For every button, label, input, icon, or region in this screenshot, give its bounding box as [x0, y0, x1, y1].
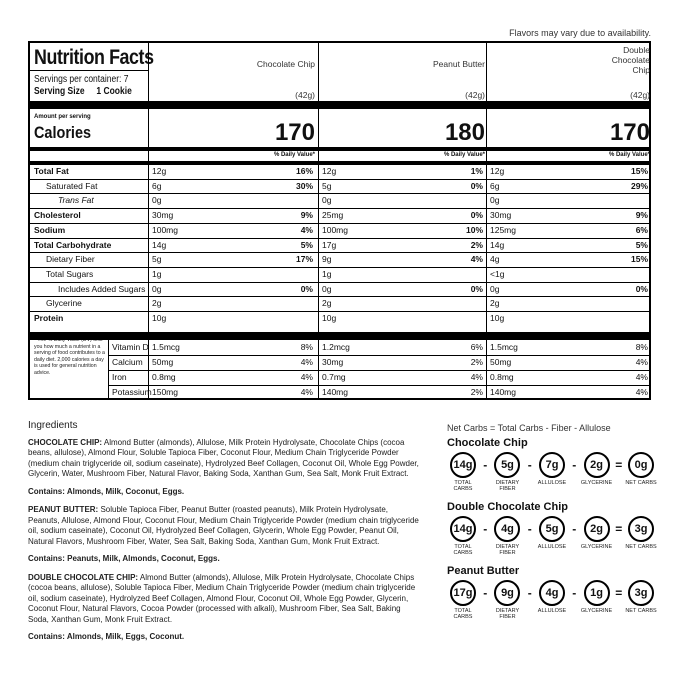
- contains-chocolate-chip: Contains: Almonds, Milk, Coconut, Eggs.: [28, 486, 185, 496]
- nutrient-label: Glycerine: [46, 298, 82, 309]
- value-circle: 1g: [584, 580, 610, 606]
- value-circle: 2g: [584, 452, 610, 478]
- equals-sign: =: [615, 522, 623, 536]
- minus-sign: -: [572, 522, 577, 536]
- minus-sign: -: [483, 586, 488, 600]
- equation-term: [581, 516, 613, 550]
- ingredients-section: [28, 421, 420, 651]
- equation-term: [447, 580, 479, 620]
- rule-line: [30, 208, 650, 209]
- rule-line: [30, 193, 650, 194]
- value-circle: 5g: [539, 516, 565, 542]
- term-caption: GLYCERINE: [580, 544, 613, 550]
- nutrient-label: Dietary Fiber: [46, 254, 95, 265]
- value-circle: 5g: [494, 452, 520, 478]
- nutrient-amount: 2g: [322, 298, 332, 309]
- rule-line: [108, 355, 650, 356]
- nutrient-amount: 12g: [322, 166, 337, 176]
- nutrient-amount: 2g: [490, 298, 500, 309]
- term-caption: TOTAL CARBS: [453, 480, 473, 492]
- vitamin-amount: 50mg: [490, 357, 512, 367]
- contains-double-chocolate-chip: Contains: Almonds, Milk, Eggs, Coconut.: [28, 632, 185, 641]
- minus-sign: -: [572, 586, 577, 600]
- serving-grams: (42g): [295, 90, 315, 100]
- rule-line: [30, 296, 650, 297]
- vitamin-label: Iron: [112, 372, 127, 382]
- calories-value: 170: [274, 119, 315, 146]
- vitamin-amount: 50mg: [152, 357, 174, 367]
- value-circle: 17g: [450, 580, 476, 606]
- nutrient-dv: 15%: [630, 166, 648, 176]
- equation-term: [447, 452, 479, 492]
- nutrient-amount: 1g: [152, 268, 162, 279]
- nutrient-amount: 25mg: [322, 210, 344, 221]
- nutrient-amount: <1g: [490, 268, 505, 279]
- net-carbs-equation: [447, 452, 657, 492]
- nutrient-label: Total Fat: [34, 166, 69, 176]
- equation-term: [492, 452, 524, 492]
- rule-line: [30, 332, 650, 340]
- value-circle: 7g: [539, 452, 565, 478]
- net-carbs-formula: Net Carbs = Total Carbs - Fiber - Allulose: [447, 423, 611, 433]
- equation-term: [492, 516, 524, 556]
- vitamin-dv: 4%: [300, 387, 313, 397]
- term-caption: ALLULOSE: [537, 480, 567, 486]
- ingredients-peanut-butter: PEANUT BUTTER: Soluble Tapioca Fiber, Peanut Butter (roasted peanuts), Milk Protein Hydrolysate, Peanuts, Allulose, Almond Flour, Coconut Flour, Medium Chain Triglyceride Powder (medium chain triglyceride oil, sodium caseinate), Coconut Oil, Hydrolyzed Beef Collagen, Glycerin, Whole Egg Powder, Peanut Oil, Natural Flavors, Mushroom Fiber, Water, Sea Salt, Baking Soda, Xanthan Gum, Monk Fruit Extract.: [28, 505, 419, 546]
- minus-sign: -: [527, 522, 532, 536]
- value-circle: 3g: [628, 580, 654, 606]
- nutrient-amount: 0g: [152, 283, 162, 294]
- minus-sign: -: [483, 522, 488, 536]
- net-carbs-equation: [447, 580, 657, 620]
- column-divider: [318, 43, 319, 398]
- equation-term: [625, 452, 657, 486]
- net-carbs-section: [447, 423, 657, 629]
- equation-term: [625, 516, 657, 550]
- product-name: Peanut Butter: [447, 565, 520, 577]
- nutrient-amount: 4g: [490, 254, 500, 265]
- nutrient-dv: 15%: [630, 254, 648, 265]
- nutrient-amount: 5g: [322, 180, 332, 191]
- daily-value-header: % Daily Value*: [443, 152, 485, 158]
- nutrient-label: Trans Fat: [58, 195, 94, 206]
- equation-term: [581, 580, 613, 614]
- term-caption: GLYCERINE: [580, 480, 613, 486]
- value-circle: 4g: [539, 580, 565, 606]
- term-caption: ALLULOSE: [537, 544, 567, 550]
- nutrition-facts-panel: [28, 41, 651, 400]
- nutrient-amount: 0g: [490, 283, 500, 294]
- vitamin-label: Vitamin D: [112, 342, 149, 352]
- nutrient-dv: 0%: [300, 283, 313, 294]
- value-circle: 3g: [628, 516, 654, 542]
- calories-label: Calories: [34, 123, 92, 142]
- nutrient-amount: 0g: [490, 195, 500, 206]
- nutrient-amount: 10g: [490, 313, 505, 323]
- term-caption: NET CARBS: [625, 480, 657, 486]
- rule-line: [30, 147, 650, 151]
- rule-line: [30, 223, 650, 224]
- nutrient-amount: 1g: [322, 268, 332, 279]
- rule-line: [30, 267, 650, 268]
- nutrient-amount: 2g: [152, 298, 162, 309]
- vitamin-dv: 8%: [635, 342, 648, 352]
- rule-line: [108, 385, 650, 386]
- nutrient-amount: 6g: [490, 180, 500, 191]
- nutrient-dv: 4%: [300, 224, 313, 235]
- net-carbs-equation: [447, 516, 657, 556]
- equals-sign: =: [615, 458, 623, 472]
- equation-term: [536, 452, 568, 486]
- nutrient-label: Sodium: [34, 224, 66, 235]
- nutrient-dv: 0%: [470, 180, 483, 191]
- value-circle: 14g: [450, 452, 476, 478]
- nutrient-dv: 1%: [470, 166, 483, 176]
- nutrient-dv: 2%: [470, 239, 483, 250]
- serving-grams: (42g): [630, 90, 650, 100]
- nutrient-dv: 4%: [470, 254, 483, 265]
- serving-size: Serving Size 1 Cookie: [34, 86, 132, 97]
- rule-line: [30, 282, 650, 283]
- amount-per-serving-label: Amount per serving: [34, 114, 91, 120]
- rule-line: [30, 311, 650, 312]
- daily-value-header: % Daily Value*: [273, 152, 315, 158]
- vitamin-amount: 1.2mcg: [322, 342, 350, 352]
- nutrient-amount: 17g: [322, 239, 337, 250]
- term-caption: DIETARY FIBER: [495, 608, 520, 620]
- minus-sign: -: [527, 458, 532, 472]
- nutrient-amount: 0g: [322, 283, 332, 294]
- nutrient-amount: 30mg: [490, 210, 512, 221]
- nutrient-label: Total Carbohydrate: [34, 239, 112, 250]
- vitamin-label: Potassium: [112, 387, 152, 397]
- equation-term: [536, 580, 568, 614]
- vitamin-dv: 2%: [470, 357, 483, 367]
- rule-line: [30, 101, 650, 109]
- vitamin-dv: 4%: [635, 372, 648, 382]
- nutrient-amount: 0g: [322, 195, 332, 206]
- equation-term: [447, 516, 479, 556]
- term-caption: TOTAL CARBS: [453, 608, 473, 620]
- nutrient-label: Saturated Fat: [46, 180, 98, 191]
- nutrient-dv: 0%: [470, 210, 483, 221]
- minus-sign: -: [527, 586, 532, 600]
- nutrition-facts-title: Nutrition Facts: [34, 46, 154, 69]
- nutrient-label: Protein: [34, 313, 64, 323]
- product-name: Chocolate Chip: [447, 437, 528, 449]
- column-header: Chocolate Chip: [256, 59, 315, 69]
- contains-peanut-butter: Contains: Peanuts, Milk, Almonds, Coconut, Eggs.: [28, 554, 220, 563]
- calories-value: 170: [609, 119, 650, 146]
- nutrient-dv: 10%: [465, 224, 483, 235]
- nutrient-dv: 9%: [300, 210, 313, 221]
- minus-sign: -: [483, 458, 488, 472]
- nutrient-dv: 30%: [295, 180, 313, 191]
- nutrient-amount: 125mg: [490, 224, 516, 235]
- servings-per-container: Servings per container: 7: [34, 74, 129, 85]
- nutrient-amount: 5g: [152, 254, 162, 265]
- minus-sign: -: [572, 458, 577, 472]
- equation-term: [581, 452, 613, 486]
- vitamin-dv: 6%: [470, 342, 483, 352]
- nutrient-dv: 5%: [635, 239, 648, 250]
- rule-line: [108, 370, 650, 371]
- ingredients-title: Ingredients: [28, 420, 78, 431]
- column-header: Peanut Butter: [433, 59, 485, 69]
- term-caption: NET CARBS: [625, 544, 657, 550]
- ingredients-double-chocolate-chip: DOUBLE CHOCOLATE CHIP: Almond Butter (almonds), Allulose, Milk Protein Hydrolysate, Chocolate Chips (cocoa beans, allulose), Soluble Tapioca Fiber, Medium Chain Triglyceride Powder (medium chain triglyceride oil, sodium caseinate), Hydrolyzed Beef Collagen, Almond Flour, Coconut Oil, Whole Egg Powder, Glycerin, Coconut Flour, Natural Flavors, Cocoa Powder (processed with alkali), Mushroom Fiber, Sea Salt, Baking Soda, Xanthan Gum, Monk Fruit Extract.: [28, 572, 416, 624]
- nutrient-label: Cholesterol: [34, 210, 81, 221]
- nutrient-dv: 0%: [470, 283, 483, 294]
- vitamin-dv: 4%: [635, 387, 648, 397]
- term-caption: DIETARY FIBER: [495, 544, 520, 556]
- net-carbs-products: [447, 437, 657, 620]
- value-circle: 14g: [450, 516, 476, 542]
- vitamin-dv: 4%: [635, 357, 648, 367]
- value-circle: 2g: [584, 516, 610, 542]
- value-circle: 4g: [494, 516, 520, 542]
- term-caption: NET CARBS: [625, 608, 657, 614]
- equation-term: [625, 580, 657, 614]
- vitamin-amount: 0.8mg: [490, 372, 514, 382]
- nutrient-dv: 0%: [635, 283, 648, 294]
- term-caption: DIETARY FIBER: [495, 480, 520, 492]
- nutrient-dv: 17%: [295, 254, 313, 265]
- equals-sign: =: [615, 586, 623, 600]
- nutrient-amount: 10g: [322, 313, 337, 323]
- vitamin-amount: 140mg: [322, 387, 348, 397]
- vitamin-amount: 30mg: [322, 357, 344, 367]
- nutrient-amount: 14g: [152, 239, 167, 250]
- nutrient-dv: 16%: [295, 166, 313, 176]
- nutrient-amount: 12g: [152, 166, 167, 176]
- nutrient-amount: 100mg: [152, 224, 178, 235]
- vitamin-dv: 4%: [470, 372, 483, 382]
- vitamin-amount: 1.5mcg: [490, 342, 518, 352]
- vitamin-amount: 150mg: [152, 387, 178, 397]
- nutrient-dv: 6%: [635, 224, 648, 235]
- nutrient-amount: 12g: [490, 166, 505, 176]
- nutrient-amount: 6g: [152, 180, 162, 191]
- rule-line: [30, 252, 650, 253]
- nutrient-amount: 14g: [490, 239, 505, 250]
- nutrient-dv: 5%: [300, 239, 313, 250]
- column-divider: [486, 43, 487, 398]
- vitamin-divider: [108, 334, 109, 398]
- rule-line: [30, 70, 148, 71]
- nutrient-amount: 0g: [152, 195, 162, 206]
- column-header: Double Chocolate Chip: [611, 45, 650, 75]
- vitamin-dv: 8%: [300, 342, 313, 352]
- term-caption: GLYCERINE: [580, 608, 613, 614]
- term-caption: TOTAL CARBS: [453, 544, 473, 556]
- vitamin-label: Calcium: [112, 357, 143, 367]
- nutrient-amount: 100mg: [322, 224, 348, 235]
- calories-value: 180: [444, 119, 485, 146]
- nutrient-amount: 10g: [152, 313, 167, 323]
- value-circle: 0g: [628, 452, 654, 478]
- vitamin-dv: 2%: [470, 387, 483, 397]
- serving-grams: (42g): [465, 90, 485, 100]
- nutrient-label: Includes Added Sugars: [58, 283, 146, 294]
- rule-line: [30, 238, 650, 239]
- vitamin-dv: 4%: [300, 357, 313, 367]
- nutrient-label: Total Sugars: [46, 268, 94, 279]
- equation-term: [536, 516, 568, 550]
- term-caption: ALLULOSE: [537, 608, 567, 614]
- ingredients-chocolate-chip: CHOCOLATE CHIP: Almond Butter (almonds), Allulose, Milk Protein Hydrolysate, Chocolate Chips (cocoa beans, allulose), Almond Flour, Soluble Tapioca Fiber, Coconut Flour, Medium Chain Triglyceride Powder (medium chain triglyceride oil, sodium caseinate), Hydrolyzed Beef Collagen, Coconut Oil, Whole Egg Powder, Glycerin, Water, Mushroom Fiber, Natural Flavor, Baking Soda, Xanthan Gum, Sea Salt, Monk Fruit Extract.: [28, 437, 419, 478]
- equation-term: [492, 580, 524, 620]
- rule-line: [30, 179, 650, 180]
- daily-value-footnote: * The % Daily Value (DV) tells you how much a nutrient in a serving of food contributes to a daily diet. 2,000 calories a day is used for general nutrition advice.: [34, 337, 105, 376]
- value-circle: 9g: [494, 580, 520, 606]
- nutrient-amount: 30mg: [152, 210, 174, 221]
- vitamin-amount: 0.8mg: [152, 372, 176, 382]
- product-name: Double Chocolate Chip: [447, 501, 568, 513]
- vitamin-dv: 4%: [300, 372, 313, 382]
- vitamin-amount: 0.7mg: [322, 372, 346, 382]
- availability-note: Flavors may vary due to availability.: [509, 28, 651, 38]
- vitamin-amount: 1.5mcg: [152, 342, 180, 352]
- vitamin-amount: 140mg: [490, 387, 516, 397]
- nutrient-amount: 9g: [322, 254, 332, 265]
- rule-line: [30, 161, 650, 165]
- daily-value-header: % Daily Value*: [608, 152, 650, 158]
- nutrient-dv: 9%: [635, 210, 648, 221]
- nutrient-dv: 29%: [630, 180, 648, 191]
